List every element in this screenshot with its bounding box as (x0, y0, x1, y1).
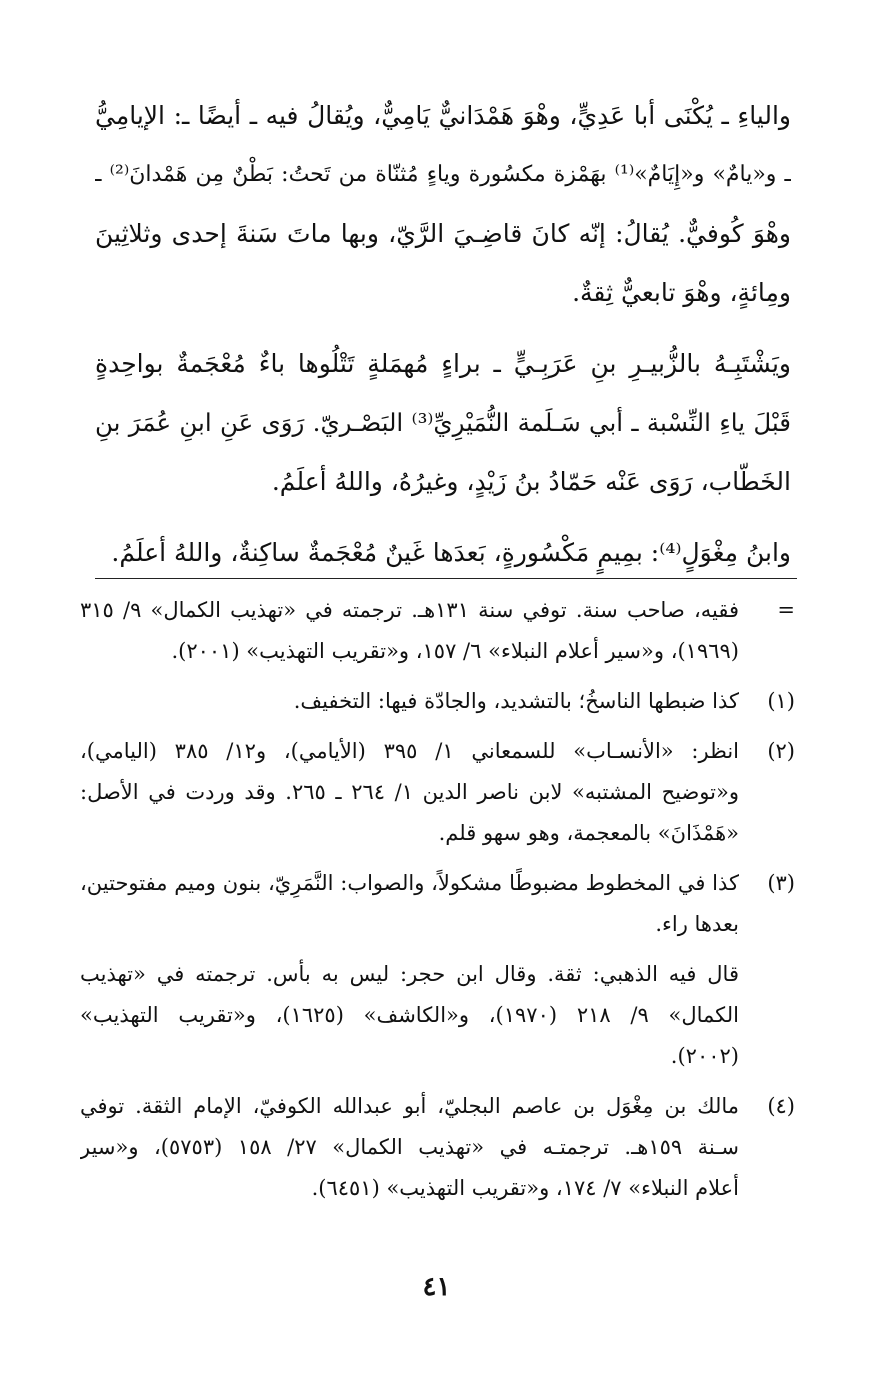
footnote-body (80, 863, 739, 1077)
text-line: وهْوَ كُوفيٌّ. يُقالُ: إنّه كانَ قاضِـيَ الرَّيّ، وبها ماتَ سَنةَ إحدى وثلاثِينَ (95, 219, 791, 248)
text-line: والياءِ ـ يُكْنَى أبا عَدِيٍّ، وهْوَ هَمْدَانيٌّ يَامِيٌّ، ويُقالُ فيه ـ أيضًا ـ: الإيامِيُّ (95, 101, 791, 130)
footnote (80, 731, 795, 854)
footnote-line: كذا ضبطها الناسخُ؛ بالتشديد، والجادّة فيها: التخفيف. (293, 689, 739, 713)
footnote-line: و«توضيح المشتبه» لابن ناصر الدين ١/ ٢٦٤ ـ ٢٦٥. وقد وردت في الأصل: (80, 780, 739, 804)
footnote (80, 863, 795, 1077)
footnote-line: مالك بن مِغْوَل بن عاصم البجليّ، أبو عبدالله الكوفيّ، الإمام الثقة. توفي (80, 1094, 739, 1118)
text-line: وابنُ مِغْوَلٍ⁽⁴⁾: بمِيمٍ مَكْسُورةٍ، بَعدَها غَينٌ مُعْجَمةٌ ساكِنةٌ، واللهُ أعلَمُ. (111, 538, 791, 567)
footnote-marker: (٤) (767, 1094, 795, 1118)
footnote-line: قال فيه الذهبي: ثقة. وقال ابن حجر: ليس به بأس. ترجمته في «تهذيب (80, 962, 739, 986)
footnote-marker: (١) (767, 689, 795, 713)
footnote-line: الكمال» ٩/ ٢١٨ (١٩٧٠)، و«الكاشف» (١٦٢٥)، و«تقريب التهذيب» (80, 1003, 739, 1027)
footnote-line: أعلام النبلاء» ٧/ ١٧٤، و«تقريب التهذيب» (٦٤٥١). (311, 1176, 739, 1200)
footnotes (80, 590, 795, 1209)
footnote-body (80, 731, 739, 854)
main-text (95, 86, 791, 582)
footnote-line: فقيه، صاحب سنة. توفي سنة ١٣١هـ. ترجمته في «تهذيب الكمال» ٩/ ٣١٥ (80, 598, 739, 622)
text-line: قَبْلَ ياءِ النِّسْبة ـ أبي سَـلَمة النُّمَيْرِيِّ⁽³⁾ البَصْـريّ. رَوَى عَنِ ابنِ عُمَرَ بنِ (95, 408, 791, 437)
text-line: الخَطّاب، رَوَى عَنْه حَمّادُ بنُ زَيْدٍ، وغيرُهُ، واللهُ أعلَمُ. (271, 467, 791, 496)
footnote-body (80, 681, 739, 722)
footnote-line: «هَمْذَانَ» بالمعجمة، وهو سهو قلم. (438, 821, 739, 845)
footnote-line: انظر: «الأنسـاب» للسمعاني ١/ ٣٩٥ (الأيامي)، و١٢/ ٣٨٥ (اليامي)، (80, 739, 739, 763)
footnote-body (80, 590, 739, 672)
footnote-line: سـنة ١٥٩هـ. ترجمتـه في «تهذيب الكمال» ٢٧/ ١٥٨ (٥٧٥٣)، و«سير (80, 1135, 739, 1159)
page-number: ٤١ (422, 1272, 451, 1302)
footnote-body (80, 1086, 739, 1209)
footnote-separator (95, 578, 797, 579)
text-line: ويَشْتَبِـهُ بالزُّبيـرِ بنِ عَرَبِـيٍّ ـ براءٍ مُهمَلةٍ تَتْلُوها باءٌ مُعْجَمةٌ بواحِدةٍ (95, 349, 791, 378)
footnote (80, 1086, 795, 1209)
footnote-line: (٢٠٠٢). (670, 1044, 739, 1068)
footnote-line: كذا في المخطوط مضبوطًا مشكولاً، والصواب: النَّمَرِيّ، بنون وميم مفتوحتين، (80, 871, 739, 895)
footnote-line: (١٩٦٩)، و«سير أعلام النبلاء» ٦/ ١٥٧، و«تقريب التهذيب» (٢٠٠١). (171, 639, 739, 663)
footnote (80, 590, 795, 672)
footnote-marker: (٣) (767, 871, 795, 895)
text-line: ومِائةٍ، وهْوَ تابعيٌّ ثِقةٌ. (572, 278, 791, 307)
footnote-marker: = (777, 598, 795, 622)
footnote-marker: (٢) (767, 739, 795, 763)
footnote-line: بعدها راء. (655, 912, 739, 936)
text-line: ـ و«يامٌ» و«إِيَامٌ»⁽¹⁾ بهَمْزة مكسُورة وياءٍ مُثنّاة من تَحتُ: بَطْنٌ مِن هَمْدانَ⁽²⁾ ـ (95, 162, 791, 187)
footnote (80, 681, 795, 722)
